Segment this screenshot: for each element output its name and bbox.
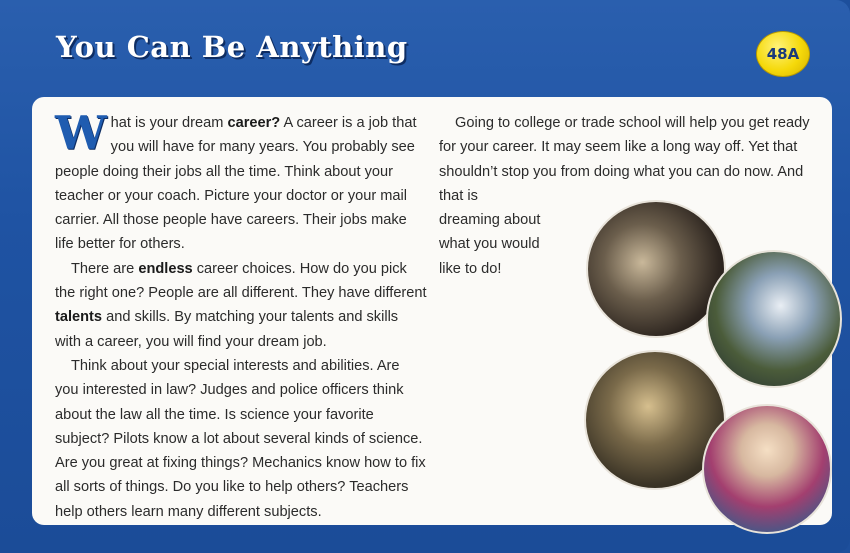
vocab-word: career?	[227, 115, 281, 131]
vocab-word: talents	[55, 309, 103, 326]
judge-photo	[586, 200, 726, 338]
lesson-number-badge: 48A	[756, 31, 810, 77]
left-paragraph-3: Think about your special interests and abilities. Are you interested in law? Judges and police officers think about the law all the time. Is science your favorite subject? Pilots know a lot about several kinds of science. Are you great at fixing things? Mechanics know how to fix all sorts of things. Do you like to help others? Teachers help others learn many different subjects.	[55, 357, 426, 520]
left-column-paragraphs	[55, 106, 427, 524]
left-paragraph-1: hat is your dream career? A career is a job that you will have for many years. You probably see people doing their jobs all the time. Think about your teacher or your coach. Picture your doctor or your mail carrier. All those people have careers. Their jobs make life better for others.	[55, 115, 417, 253]
teacher-photo	[702, 404, 832, 534]
drop-cap: W	[55, 106, 107, 160]
vocab-word: endless	[138, 260, 193, 277]
page-title: You Can Be Anything	[56, 30, 408, 64]
pilot-photo	[706, 250, 842, 388]
right-paragraph: Going to college or trade school will help you get ready for your career. It may seem like a long way off. Yet that shouldn’t stop you from doing what you can do now. And that is	[439, 115, 810, 204]
left-column	[55, 106, 427, 524]
right-paragraph-continued: dreaming about what you would like to do!	[439, 212, 541, 277]
left-paragraph-2: There are endless career choices. How do you pick the right one? People are all different. They have different talents and skills. By matching your talents and skills with a career, you will find your dream job.	[55, 260, 427, 350]
